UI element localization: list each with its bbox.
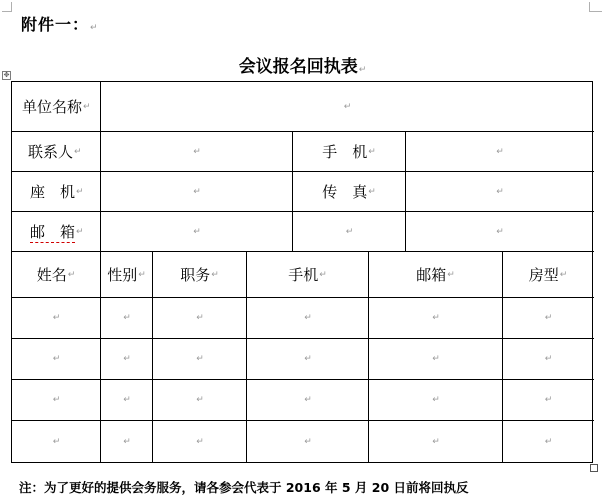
paragraph-mark: ↵ [544,354,553,364]
paragraph-mark: ↵ [123,313,131,323]
mobile-label-cell [293,132,405,171]
fax-label-cell [293,172,405,211]
table-row-cell[interactable] [101,298,152,338]
table-row-cell[interactable] [153,421,246,462]
attendee-header-position: 职务 ↵ [180,266,219,284]
paragraph-mark: ↵ [544,436,553,447]
page-title [0,52,605,77]
table-row-cell[interactable] [369,339,502,379]
table-row-cell[interactable] [503,298,593,338]
table-row-cell[interactable] [503,339,593,379]
paragraph-mark: ↵ [196,436,204,447]
paragraph-mark: ↵ [496,226,504,237]
paragraph-mark: ↵ [76,186,84,197]
unit-name-input[interactable] [101,82,593,131]
paragraph-mark: ↵ [544,395,553,405]
contact-input[interactable] [101,132,292,171]
paragraph-mark: ↵ [544,313,553,323]
contact-label-cell [12,132,100,171]
attendee-header-name: 姓名 ↵ [36,266,76,284]
landline-input[interactable] [101,172,292,211]
unit-name-label-cell [12,82,100,131]
landline-label-cell [12,172,100,211]
unit-name-label: 单位名称 [22,98,83,116]
paragraph-mark: ↵ [193,186,201,197]
attendee-header-email: 邮箱 ↵ [416,266,455,284]
paragraph-mark: ↵ [52,313,61,323]
table-move-handle-icon[interactable]: ✥ [3,71,10,79]
paragraph-mark: ↵ [211,269,219,280]
paragraph-mark: ↵ [138,269,146,280]
paragraph-mark: ↵ [368,186,376,197]
paragraph-mark: ↵ [496,146,504,157]
table-row-cell[interactable] [369,298,502,338]
table-row-cell[interactable] [369,421,502,462]
paragraph-mark: ↵ [559,269,568,280]
table-row-cell[interactable] [153,380,246,420]
table-row-cell[interactable] [369,380,502,420]
table-row-cell[interactable] [503,380,593,420]
paragraph-mark: ↵ [196,354,204,364]
paragraph-mark: ↵ [358,65,367,75]
paragraph-mark: ↵ [319,269,327,280]
table-row-cell[interactable] [101,421,152,462]
table-row-cell[interactable] [12,298,100,338]
paragraph-mark: ↵ [52,395,61,405]
table-row-cell[interactable] [247,298,368,338]
footer-note: 注：为了更好的提供会务服务，请各参会代表于 2016 年 5 月 20 日前将回执反 [19,480,469,495]
attendee-header-gender: 性别 ↵ [107,266,146,284]
paragraph-mark: ↵ [343,101,352,112]
paragraph-mark: ↵ [196,395,204,405]
email-input[interactable] [101,212,292,251]
paragraph-mark: ↵ [432,436,440,447]
paragraph-mark: ↵ [83,101,91,112]
table-row-cell[interactable] [101,380,152,420]
paragraph-mark: ↵ [304,436,312,447]
paragraph-mark: ↵ [74,146,82,157]
attendee-header-room-type: 房型 ↵ [528,266,568,284]
paragraph-mark: ↵ [67,269,76,280]
table-row-cell[interactable] [153,339,246,379]
paragraph-mark: ↵ [76,226,84,237]
paragraph-mark: ↵ [52,354,61,364]
paragraph-mark: ↵ [90,23,99,33]
mobile-label: 手 机 [322,143,368,161]
table-resize-handle-icon[interactable] [590,464,598,472]
fax-label: 传 真 [322,183,368,201]
contact-label: 联系人 [28,143,74,161]
paragraph-mark: ↵ [304,313,312,323]
table-row-cell[interactable] [12,339,100,379]
table-row-cell[interactable] [247,421,368,462]
table-row-cell[interactable] [503,421,593,462]
paragraph-mark: ↵ [432,354,440,364]
registration-table [11,81,593,463]
paragraph-mark: ↵ [432,395,440,405]
paragraph-mark: ↵ [193,226,201,237]
table-row-cell[interactable] [153,298,246,338]
table-row-cell[interactable] [12,380,100,420]
attachment-heading [21,12,99,35]
table-row-cell[interactable] [247,339,368,379]
table-row-cell[interactable] [247,380,368,420]
paragraph-mark: ↵ [123,395,131,405]
paragraph-mark: ↵ [368,146,376,157]
fax-input[interactable] [406,172,593,211]
paragraph-mark: ↵ [304,354,312,364]
page-corner-mark [589,2,602,12]
paragraph-mark: ↵ [304,395,312,405]
email-label: 邮 箱 [30,222,76,241]
paragraph-mark: ↵ [447,269,455,280]
mobile-input[interactable] [406,132,593,171]
table-row-cell[interactable] [101,339,152,379]
paragraph-mark: ↵ [52,436,61,447]
email-extra-cell[interactable] [293,212,405,251]
paragraph-mark: ↵ [432,313,440,323]
table-row-cell[interactable] [12,421,100,462]
landline-label: 座 机 [30,183,76,201]
page-corner-mark [2,2,12,12]
email-secondary-input[interactable] [406,212,593,251]
paragraph-mark: ↵ [196,313,204,323]
paragraph-mark: ↵ [123,354,131,364]
email-label-cell [12,212,100,251]
attachment-label: 附件一： [21,15,90,34]
paragraph-mark: ↵ [123,436,131,447]
paragraph-mark: ↵ [345,226,354,237]
form-title-text: 会议报名回执表 [238,57,358,77]
attendee-header-mobile: 手机 ↵ [288,266,327,284]
paragraph-mark: ↵ [496,186,504,197]
paragraph-mark: ↵ [193,146,201,157]
